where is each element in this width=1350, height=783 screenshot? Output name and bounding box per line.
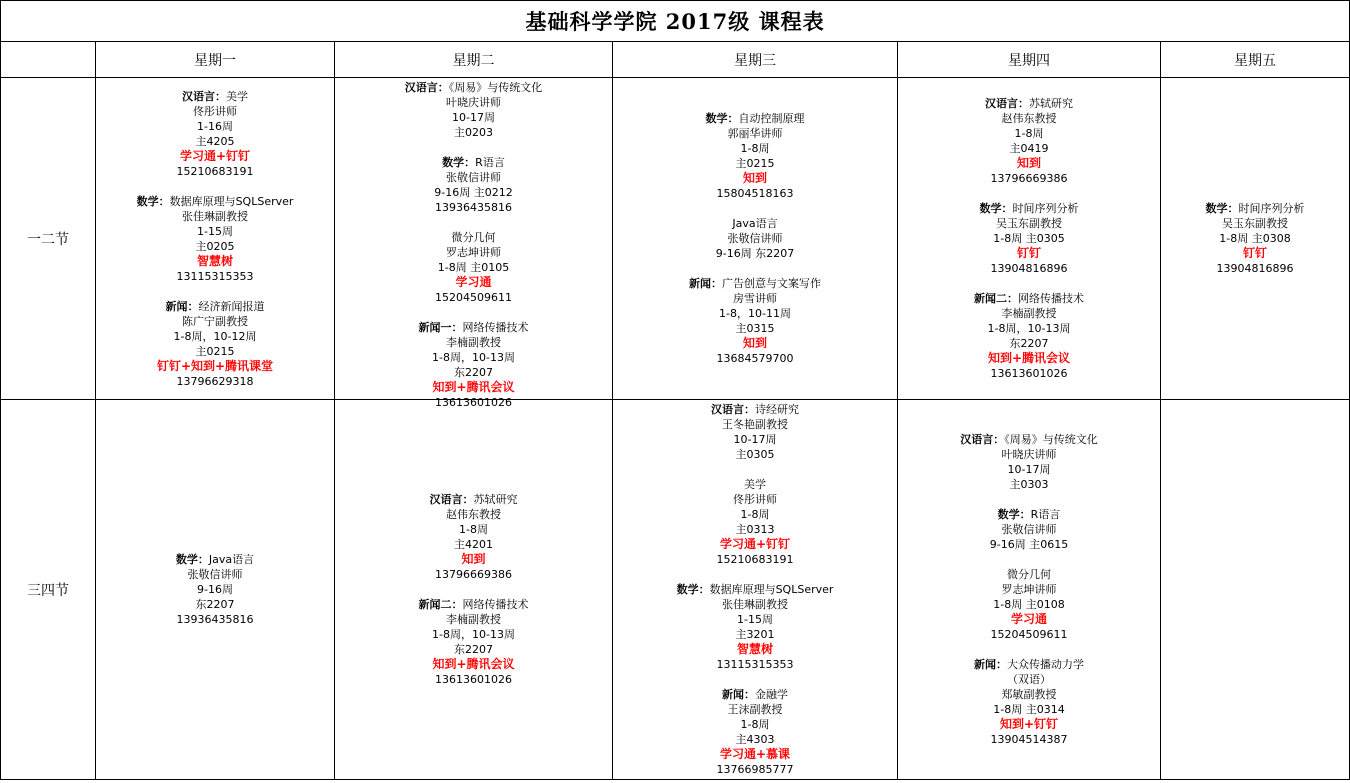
slot-label: 三四节 — [1, 400, 96, 780]
course-block — [335, 80, 612, 140]
course-title — [613, 402, 897, 417]
phone-number: 15210683191 — [716, 553, 794, 566]
course-block — [898, 201, 1160, 276]
department-label: 新闻： — [165, 299, 199, 313]
course-block — [613, 402, 897, 462]
course-detail: 东2207 — [454, 643, 493, 656]
course-detail: 主0313 — [735, 523, 775, 536]
course-detail: 主0205 — [195, 239, 235, 253]
course-detail: 主0419 — [1009, 142, 1049, 155]
department-label: 新闻二： — [974, 292, 1018, 305]
department-label: 汉语言： — [960, 433, 1005, 446]
course-detail: 1-8周 主0305 — [993, 232, 1065, 245]
course-name: 大众传播动力学 — [1007, 658, 1084, 671]
course-block — [613, 276, 897, 366]
course-detail: 李楠副教授 — [1001, 307, 1057, 320]
course-detail: 赵伟东教授 — [1001, 112, 1057, 125]
course-detail: 1-8周 — [740, 508, 770, 521]
course-block — [613, 477, 897, 567]
course-detail: 郑敏副教授 — [1001, 688, 1057, 701]
course-title — [898, 507, 1160, 522]
platform-label: 知到+腾讯会议 — [432, 379, 515, 394]
course-title — [335, 597, 612, 612]
phone-number: 13766985777 — [716, 763, 794, 776]
course-block — [898, 432, 1160, 492]
course-title — [613, 276, 897, 291]
course-title — [1161, 201, 1349, 216]
department-label: 数学： — [136, 194, 170, 208]
platform-label: 知到 — [461, 552, 486, 566]
course-name: R语言 — [1030, 508, 1061, 521]
phone-number: 13796669386 — [435, 568, 512, 581]
department-label: 数学： — [997, 508, 1031, 521]
course-title — [96, 89, 334, 104]
course-detail: 1-8周，10-13周 — [432, 628, 515, 641]
phone-number: 13684579700 — [716, 352, 794, 365]
platform-label: 学习通+钉钉 — [719, 537, 791, 551]
platform-label: 钉钉 — [1243, 246, 1268, 260]
platform-label: 知到+腾讯会议 — [432, 657, 515, 671]
department-label: 新闻： — [689, 277, 722, 290]
platform-label: 学习通 — [455, 274, 492, 289]
course-name: 诗经研究 — [755, 403, 799, 416]
schedule-cell — [335, 400, 613, 780]
course-title — [335, 492, 612, 507]
course-detail: 房雪讲师 — [733, 292, 777, 305]
course-name: 广告创意与文案写作 — [722, 277, 821, 290]
day-header: 星期四 — [898, 42, 1161, 78]
slot-row — [1, 400, 1350, 780]
course-title — [898, 432, 1160, 447]
phone-number: 13613601026 — [990, 367, 1068, 380]
course-name: 数据库原理与SQLServer — [709, 583, 834, 596]
course-title — [613, 582, 897, 597]
corner-cell — [1, 42, 96, 78]
course-detail: 10-17周 — [452, 110, 495, 124]
course-detail: 王冬艳副教授 — [722, 418, 788, 431]
phone-number: 13904514387 — [990, 733, 1068, 746]
phone-number: 13115315353 — [716, 658, 794, 671]
course-detail: 1-8周 主0308 — [1219, 232, 1291, 245]
course-block — [898, 657, 1160, 747]
platform-label: 知到 — [742, 336, 767, 350]
course-detail: 10-17周 — [1007, 463, 1051, 476]
cell-content — [1161, 201, 1349, 276]
course-detail: 1-15周 — [197, 224, 233, 238]
course-name: 网络传播技术 — [462, 598, 529, 611]
course-name: Java语言 — [732, 217, 778, 230]
department-label: 汉语言： — [404, 80, 449, 94]
course-title — [613, 687, 897, 702]
platform-label: 知到 — [1016, 156, 1041, 170]
course-title — [335, 80, 612, 95]
course-name: 时间序列分析 — [1012, 202, 1079, 215]
course-block — [898, 96, 1160, 186]
course-title — [613, 111, 897, 126]
course-title — [96, 552, 334, 567]
course-detail: 主0303 — [1009, 478, 1049, 491]
course-title — [898, 567, 1160, 582]
course-detail: 东2207 — [1009, 337, 1049, 350]
course-detail: 张敬信讲师 — [187, 568, 243, 581]
course-detail: 主0215 — [195, 344, 235, 358]
course-detail: 张佳琳副教授 — [722, 598, 788, 611]
phone-number: 13796629318 — [176, 374, 254, 388]
course-detail: 吴玉东副教授 — [1222, 217, 1289, 230]
course-detail: 吴玉东副教授 — [996, 217, 1062, 230]
phone-number: 13936435816 — [176, 613, 254, 626]
phone-number: 15210683191 — [176, 164, 254, 178]
course-detail: 张敬信讲师 — [727, 232, 783, 245]
course-name: 美学 — [226, 89, 248, 103]
platform-label: 钉钉+知到+腾讯课堂 — [156, 358, 274, 373]
course-title — [613, 216, 897, 231]
slot-label: 一二节 — [1, 78, 96, 400]
course-title — [96, 299, 334, 314]
schedule-cell — [96, 400, 335, 780]
course-detail: 东2207 — [454, 365, 493, 379]
cell-content — [335, 492, 612, 687]
department-label: 汉语言： — [711, 403, 755, 416]
course-detail: 叶晓庆讲师 — [1001, 448, 1057, 461]
day-header: 星期二 — [335, 42, 613, 78]
course-detail: 1-16周 — [197, 119, 233, 133]
department-label: 数学： — [979, 202, 1013, 215]
course-detail: 罗志坤讲师 — [1001, 583, 1057, 596]
course-detail: 主0215 — [735, 157, 775, 170]
schedule-cell — [613, 78, 898, 400]
course-detail: 张敬信讲师 — [446, 170, 501, 184]
course-block — [1161, 201, 1349, 276]
department-label: 数学： — [705, 112, 739, 125]
course-detail: 1-8周，10-12周 — [173, 329, 257, 343]
course-block — [898, 291, 1160, 381]
day-header: 星期五 — [1161, 42, 1350, 78]
course-block — [613, 687, 897, 777]
course-name: 美学 — [744, 478, 766, 491]
phone-number: 13904816896 — [990, 262, 1068, 275]
platform-label: 智慧树 — [196, 253, 233, 268]
department-label: 新闻一： — [418, 320, 463, 334]
course-block — [96, 299, 334, 389]
department-label: 汉语言： — [182, 89, 226, 103]
platform-label: 学习通 — [1010, 612, 1047, 626]
cell-content — [898, 432, 1160, 747]
department-label: 数学： — [442, 155, 476, 169]
schedule-cell — [613, 400, 898, 780]
course-title — [898, 96, 1160, 111]
platform-label: 学习通+慕课 — [719, 747, 791, 761]
department-label: 汉语言： — [985, 97, 1029, 110]
course-detail: 张佳琳副教授 — [182, 209, 248, 223]
cell-content — [613, 111, 897, 366]
course-block — [335, 155, 612, 215]
day-header-row — [1, 42, 1350, 78]
course-name: 网络传播技术 — [1018, 292, 1084, 305]
course-detail: 主4303 — [735, 733, 775, 746]
course-detail: 主0315 — [735, 322, 775, 335]
course-block — [335, 320, 612, 410]
phone-number: 13904816896 — [1216, 262, 1294, 275]
course-detail: 1-15周 — [737, 613, 773, 626]
schedule-cell — [1161, 400, 1350, 780]
cell-content — [898, 96, 1160, 381]
phone-number: 13115315353 — [176, 269, 254, 283]
department-label: 数学： — [1205, 202, 1239, 215]
course-detail: 9-16周 主0212 — [434, 185, 513, 199]
day-header: 星期三 — [613, 42, 898, 78]
schedule-cell — [898, 78, 1161, 400]
cell-content — [613, 402, 897, 777]
course-detail: 主3201 — [735, 628, 775, 641]
course-block — [613, 216, 897, 261]
department-label: 新闻： — [722, 688, 755, 701]
course-detail: 东2207 — [195, 598, 235, 611]
course-detail: 1-8周 主0314 — [993, 703, 1065, 716]
course-detail: 佟彤讲师 — [193, 104, 237, 118]
course-detail: 1-8周，10-13周 — [432, 350, 515, 364]
course-name: 苏轼研究 — [473, 493, 518, 506]
course-detail: 主0203 — [454, 125, 493, 139]
phone-number: 15204509611 — [990, 628, 1068, 641]
course-detail: 9-16周 东2207 — [715, 247, 795, 260]
course-title — [898, 657, 1160, 672]
course-detail: 佟彤讲师 — [733, 493, 777, 506]
course-detail: 1-8周 主0108 — [993, 598, 1065, 611]
course-name: Java语言 — [208, 553, 255, 566]
platform-label: 知到+腾讯会议 — [987, 351, 1071, 365]
cell-content — [335, 80, 612, 409]
phone-number: 15804518163 — [716, 187, 794, 200]
course-name: 金融学 — [755, 688, 788, 701]
course-block — [335, 597, 612, 687]
course-detail: 王沫副教授 — [727, 703, 783, 716]
department-label: 数学： — [175, 553, 209, 566]
course-title — [335, 155, 612, 170]
course-detail: 李楠副教授 — [446, 335, 501, 349]
course-detail: 李楠副教授 — [446, 613, 501, 626]
course-name: 经济新闻报道 — [198, 299, 265, 313]
course-detail: 9-16周 主0615 — [989, 538, 1069, 551]
phone-number: 13796669386 — [990, 172, 1068, 185]
course-name: 数据库原理与SQLServer — [169, 194, 294, 208]
course-detail: 1-8周 — [1014, 127, 1044, 140]
course-block — [613, 582, 897, 672]
page-title: 基础科学学院 2017级 课程表 — [1, 1, 1350, 42]
schedule-cell — [1161, 78, 1350, 400]
course-name: 自动控制原理 — [738, 112, 805, 125]
platform-label: 钉钉 — [1016, 246, 1041, 260]
course-detail: 主4205 — [195, 134, 235, 148]
department-label: 汉语言： — [429, 493, 474, 506]
cell-content — [96, 89, 334, 389]
course-detail: 1-8周 — [740, 718, 770, 731]
course-detail: 赵伟东教授 — [446, 508, 501, 521]
schedule-cell — [96, 78, 335, 400]
department-label: 数学： — [676, 583, 710, 596]
day-header: 星期一 — [96, 42, 335, 78]
course-detail: 1-8周 — [459, 523, 488, 536]
course-title — [898, 201, 1160, 216]
course-title — [335, 320, 612, 335]
course-detail: （双语） — [1007, 673, 1051, 686]
phone-number: 13613601026 — [435, 395, 512, 409]
course-title — [335, 230, 612, 245]
course-detail: 1-8周 主0105 — [437, 260, 510, 274]
course-title — [613, 477, 897, 492]
course-name: R语言 — [475, 155, 505, 169]
phone-number: 13936435816 — [435, 200, 512, 214]
cell-content — [96, 552, 334, 627]
course-block — [898, 507, 1160, 552]
platform-label: 学习通+钉钉 — [179, 148, 251, 163]
platform-label: 知到+钉钉 — [999, 717, 1059, 731]
course-detail: 主0305 — [735, 448, 775, 461]
schedule-cell — [898, 400, 1161, 780]
course-detail: 郭丽华讲师 — [727, 127, 783, 140]
course-detail: 罗志坤讲师 — [446, 245, 501, 259]
course-name: 苏轼研究 — [1029, 97, 1073, 110]
course-block — [96, 552, 334, 627]
course-name: 网络传播技术 — [462, 320, 529, 334]
course-detail: 1-8，10-11周 — [719, 307, 791, 320]
course-detail: 陈广宁副教授 — [182, 314, 248, 328]
course-block — [335, 492, 612, 582]
course-block — [898, 567, 1160, 642]
course-name: 微分几何 — [451, 230, 496, 244]
course-detail: 9-16周 — [197, 583, 233, 596]
department-label: 新闻二： — [418, 598, 463, 611]
platform-label: 智慧树 — [736, 642, 773, 656]
course-block — [613, 111, 897, 201]
slot-row — [1, 78, 1350, 400]
course-name: 微分几何 — [1007, 568, 1051, 581]
course-title — [898, 291, 1160, 306]
course-detail: 10-17周 — [733, 433, 777, 446]
course-block — [335, 230, 612, 305]
course-name: 《周易》与传统文化 — [448, 80, 543, 94]
course-block — [96, 194, 334, 284]
platform-label: 知到 — [742, 171, 767, 185]
course-title — [96, 194, 334, 209]
department-label: 新闻： — [974, 658, 1007, 671]
schedule-cell — [335, 78, 613, 409]
phone-number: 15204509611 — [435, 290, 512, 304]
course-detail: 1-8周，10-13周 — [987, 322, 1071, 335]
course-detail: 1-8周 — [740, 142, 770, 155]
course-detail: 叶晓庆讲师 — [446, 95, 501, 109]
course-detail: 张敬信讲师 — [1001, 523, 1057, 536]
course-block — [96, 89, 334, 179]
course-name: 《周易》与传统文化 — [1004, 433, 1098, 446]
course-name: 时间序列分析 — [1238, 202, 1305, 215]
course-detail: 主4201 — [454, 538, 493, 551]
phone-number: 13613601026 — [435, 673, 512, 686]
